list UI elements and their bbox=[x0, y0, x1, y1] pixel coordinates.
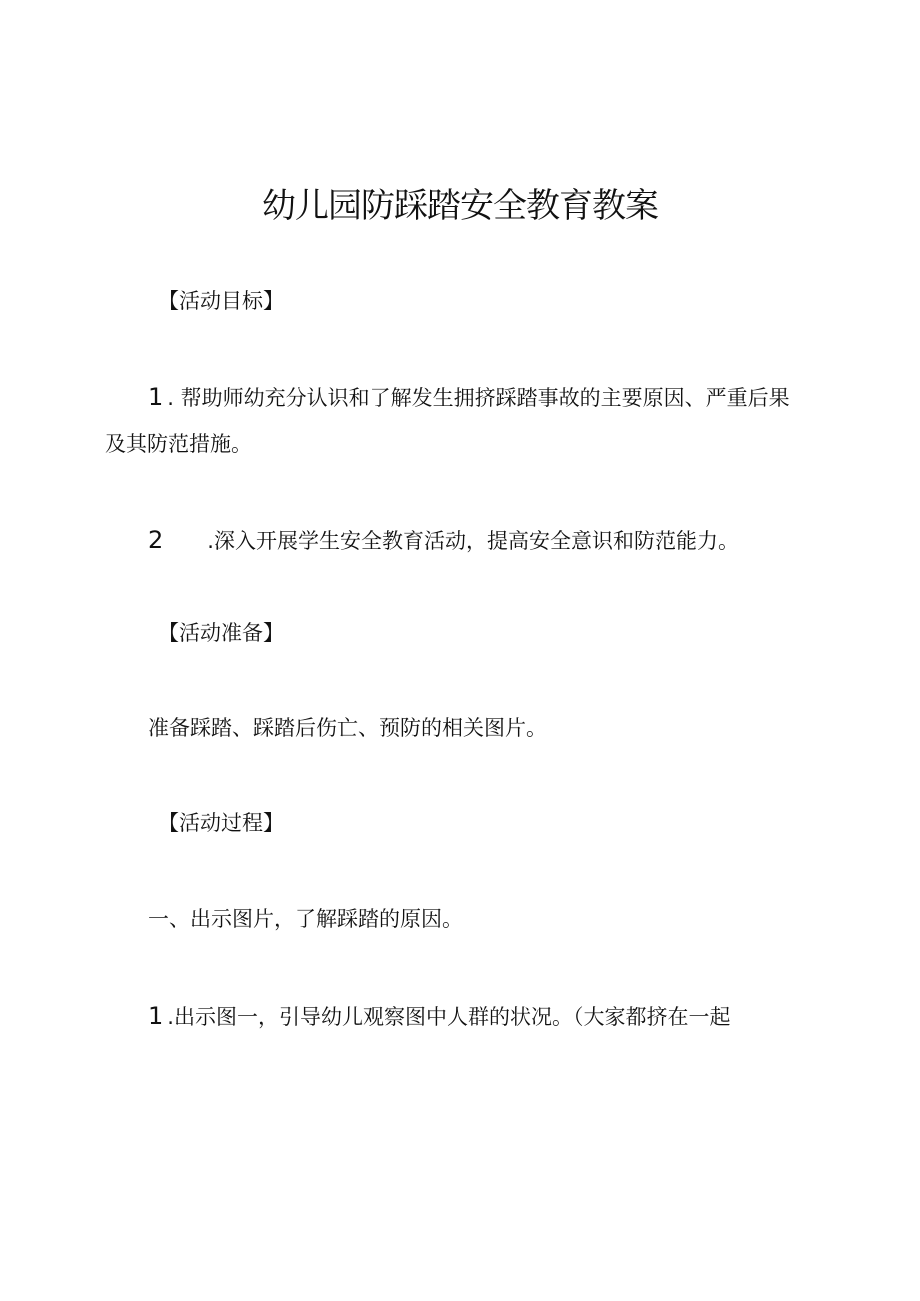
section-heading-preparation: 【活动准备】 bbox=[158, 621, 284, 645]
section-heading-goals: 【活动目标】 bbox=[158, 289, 284, 313]
goal-item-1-number: 1 bbox=[148, 383, 164, 411]
process-step-1-1 bbox=[148, 993, 730, 1040]
process-step-1-1-number: 1 bbox=[148, 1002, 164, 1030]
goal-item-2-text: .深入开展学生安全教育活动，提高安全意识和防范能力。 bbox=[207, 529, 739, 553]
goal-item-1 bbox=[105, 374, 825, 467]
goal-item-2-number: 2 bbox=[148, 526, 164, 554]
process-step-1: 一、出示图片，了解踩踏的原因。 bbox=[148, 907, 463, 931]
preparation-text: 准备踩踏、踩踏后伤亡、预防的相关图片。 bbox=[148, 716, 547, 740]
process-step-1-1-text: .出示图一，引导幼儿观察图中人群的状况。（大家都挤在一起 bbox=[167, 1005, 731, 1029]
goal-item-1-line-2: 及其防范措施。 bbox=[105, 432, 252, 456]
goal-item-1-text: . 帮助师幼充分认识和了解发生拥挤踩踏事故的主要原因、严重后果 bbox=[167, 386, 790, 410]
document-title: 幼儿园防踩踏安全教育教案 bbox=[262, 186, 658, 226]
goal-item-2 bbox=[148, 517, 739, 564]
goal-item-1-line-1 bbox=[105, 374, 825, 421]
section-heading-process: 【活动过程】 bbox=[158, 811, 284, 835]
